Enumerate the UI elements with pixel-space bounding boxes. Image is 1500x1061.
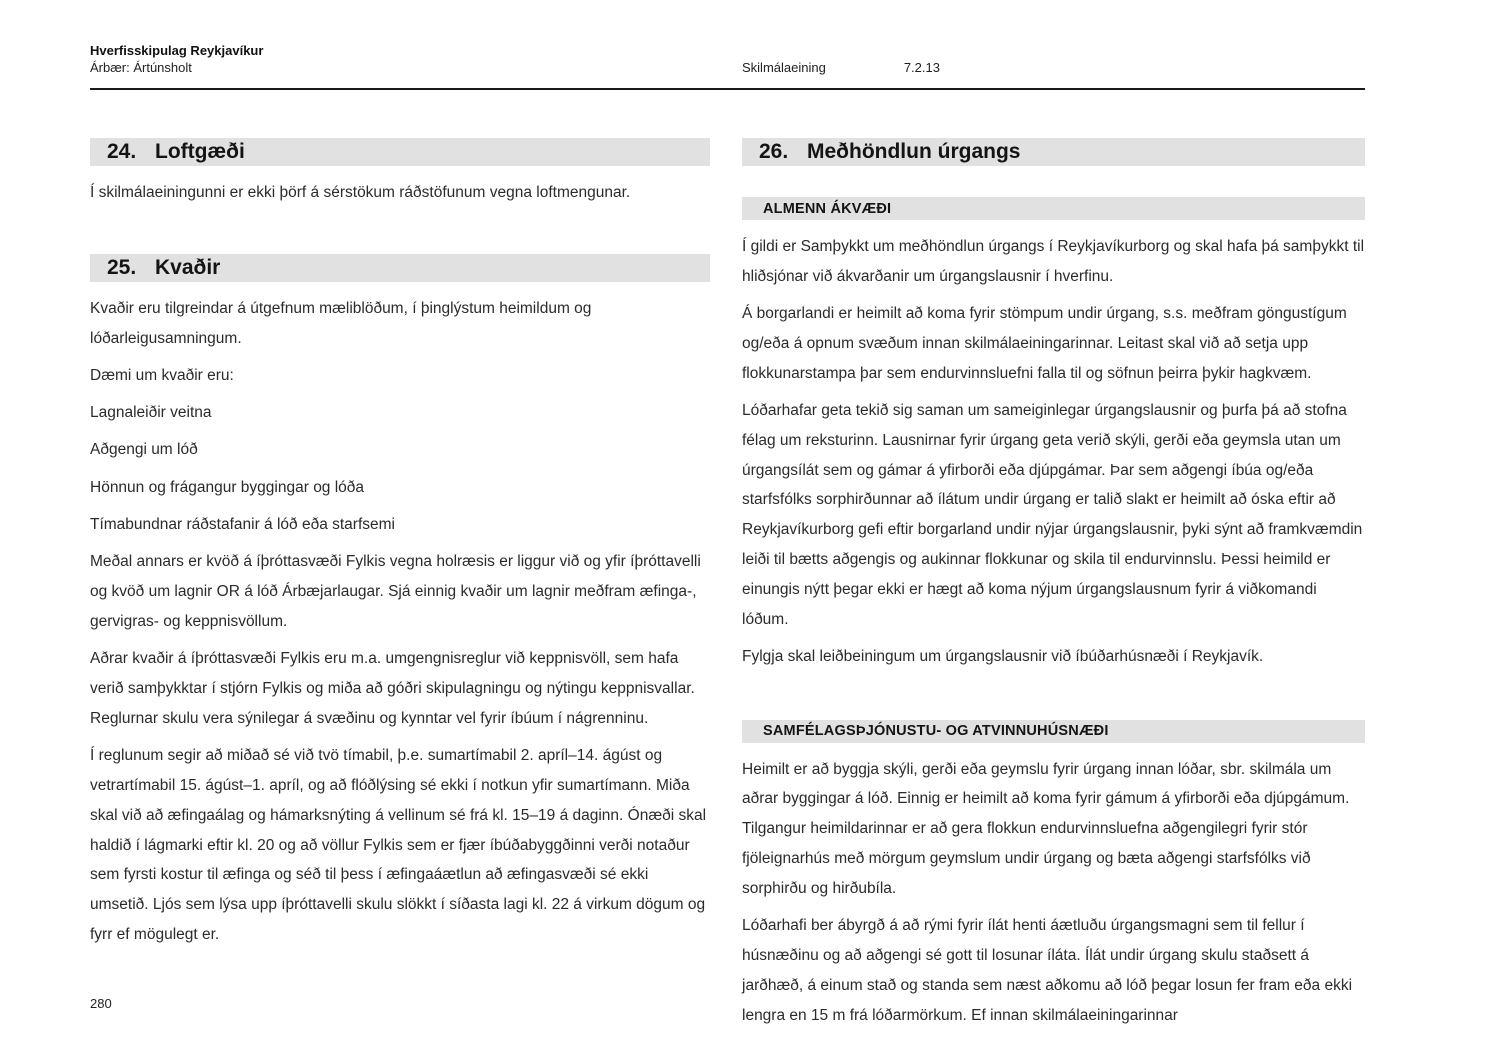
paragraph: Fylgja skal leiðbeiningum um úrgangslausnir við íbúðarhúsnæði í Reykjavík.: [742, 647, 1264, 665]
paragraph: Á borgarlandi er heimilt að koma fyrir stömpum undir úrgang, s.s. meðfram göngustígum og/eða á opnum svæðum innan skilmálaeiningarinnar. Leitast skal við að setja upp flokkunarstampa þar sem endurvinnsluefni falla til og söfnun þeirra þykir hagkvæm.: [742, 305, 1347, 382]
right-column: [742, 138, 1365, 1038]
section-number: 26.: [759, 140, 789, 163]
content-columns: [90, 138, 1365, 1038]
section-number: 25.: [107, 255, 137, 279]
section-26: [742, 138, 1365, 1030]
paragraph: Dæmi um kvaðir eru:: [90, 366, 234, 384]
paragraph: Kvaðir eru tilgreindar á útgefnum mæliblöðum, í þinglýstum heimildum og lóðarleigusamningum.: [90, 299, 592, 347]
doc-subtitle: Árbær: Ártúnsholt: [90, 60, 192, 75]
paragraph: Meðal annars er kvöð á íþróttasvæði Fylkis vegna holræsis er liggur við og yfir íþróttavelli og kvöð um lagnir OR á lóð Árbæjarlaugar. Sjá einnig kvaðir um lagnir meðfram æfinga-, gervigras- og keppnisvöllum.: [90, 553, 701, 630]
subsection-title: SAMFÉLAGSÞJÓNUSTU- OG ATVINNUHÚSNÆÐI: [763, 723, 1109, 740]
section-25: [90, 254, 710, 950]
page-number: 280: [90, 996, 112, 1011]
section-title: Meðhöndlun úrgangs: [807, 140, 1021, 163]
list-item: Hönnun og frágangur byggingar og lóða: [90, 478, 365, 496]
paragraph: Lóðarhafi ber ábyrgð á að rými fyrir ílát henti áætluðu úrgangsmagni sem til fellur í húsnæðinu og að aðgengi sé gott til losunar íláta. Ílát undir úrgang skulu staðsett á jarðhæð, á einum stað og standa sem næst aðkomu að lóð þegar losun fer fram eða ekki lengra en 15 m frá lóðarmörkum. Ef innan skilmálaeiningarinnar: [742, 917, 1353, 1024]
paragraph: Í reglunum segir að miðað sé við tvö tímabil, þ.e. sumartímabil 2. apríl–14. ágúst og vetrartímabil 15. ágúst–1. apríl, og að flóðlýsing sé ekki í notkun yfir sumartímann. Miða skal við að æfingaálag og hámarksnýting á vellinum sé frá kl. 15–19 á daginn. Ónæði skal haldið í lágmarki eftir kl. 20 og að völlur Fylkis sem er fjær íbúðabyggðinni verði notaður sem fyrsti kostur til æfinga og séð til þess í æfingaáætlun að æfingasvæði sé ekki umsetið. Ljós sem lýsa upp íþróttavelli skulu slökkt í síðasta lagi kl. 22 á virkum dögum og fyrr ef mögulegt er.: [90, 747, 707, 943]
paragraph: Í gildi er Samþykkt um meðhöndlun úrgangs í Reykjavíkurborg og skal hafa þá samþykkt til hliðsjónar við ákvarðanir um úrgangslausnir í hverfinu.: [742, 238, 1365, 285]
list-item: Tímabundnar ráðstafanir á lóð eða starfsemi: [90, 516, 395, 534]
list-item: Lagnaleiðir veitna: [90, 404, 212, 422]
meta-label: Skilmálaeining: [742, 60, 826, 75]
list-item: Aðgengi um lóð: [90, 441, 198, 459]
header-meta: [710, 59, 940, 76]
subsection-heading-samfelagsthjonustu: [742, 720, 1365, 743]
section-24-heading: [90, 138, 710, 166]
paragraph: Lóðarhafar geta tekið sig saman um sameiginlegar úrgangslausnir og þurfa þá að stofna félag um reksturinn. Lausnirnar fyrir úrgang geta verið skýli, gerði eða geymsla utan um úrgangsílát sem og gámar á yfirborði eða djúpgámar. Þar sem aðgengi íbúa og/eða starfsfólks sorphirðunnar að ílátum undir úrgang er talið slakt er heimilt að óska eftir að Reykjavíkurborg gefi eftir borgarland undir nýjar úrgangslausnir, þyki sýnt að framkvæmdin leiði til bætts aðgengis og aukinnar flokkunar og skila til endurvinnslu. Þessi heimild er einungis nýtt þegar ekki er hægt að koma nýjum úrgangslausnum fyrir á viðkomandi lóðum.: [742, 401, 1363, 628]
section-24: [90, 138, 710, 208]
header-left: [90, 42, 710, 76]
paragraph: Heimilt er að byggja skýli, gerði eða geymslu fyrir úrgang innan lóðar, sbr. skilmála um aðrar byggingar á lóð. Einnig er heimilt að koma fyrir gámum á yfirborði eða djúpgámum. Tilgangur heimildarinnar er að gera flokkun endurvinnsluefna aðgengilegri fyrir stór fjöleignarhús með mörgum geymslum undir úrgang og bæta aðgengi starfsfólks við sorphirðu og hirðubíla.: [742, 760, 1350, 897]
section-title: Loftgæði: [155, 140, 245, 163]
meta-value: 7.2.13: [903, 60, 940, 75]
section-title: Kvaðir: [155, 255, 221, 279]
section-25-heading: [90, 254, 710, 282]
header-rule: [90, 88, 1365, 90]
paragraph: Aðrar kvaðir á íþróttasvæði Fylkis eru m.a. umgengnisreglur við keppnisvöll, sem hafa verið samþykktar í stjórn Fylkis og miða að góðri skipulagningu og nýtingu keppnisvallar. Reglurnar skulu vera sýnilegar á svæðinu og kynntar vel fyrir íbúum í nágrenninu.: [90, 650, 695, 727]
paragraph: Í skilmálaeiningunni er ekki þörf á sérstökum ráðstöfunum vegna loftmengunar.: [90, 184, 631, 201]
page-header: [90, 42, 1365, 76]
left-column: [90, 138, 710, 1038]
doc-title: Hverfisskipulag Reykjavíkur: [90, 43, 264, 58]
subsection-heading-almenn-akvaedi: [742, 197, 1365, 220]
subsection-title: ALMENN ÁKVÆÐI: [763, 200, 892, 217]
section-number: 24.: [107, 140, 137, 163]
section-26-heading: [742, 138, 1365, 166]
